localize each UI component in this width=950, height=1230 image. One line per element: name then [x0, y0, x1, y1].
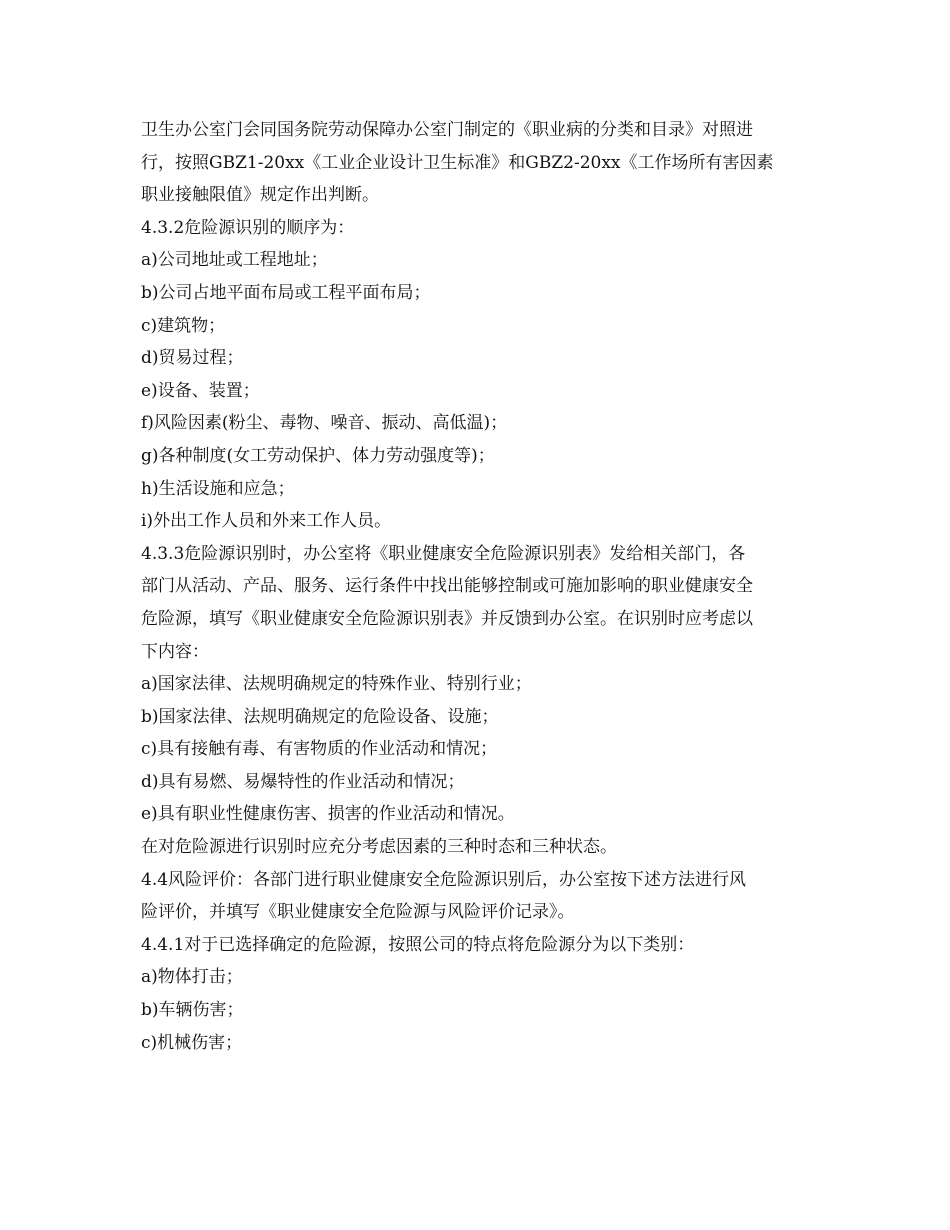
text-line: 下内容： — [141, 641, 209, 662]
list-item: d)贸易过程； — [141, 348, 244, 369]
list-item: d)具有易燃、易爆特性的作业活动和情况； — [141, 771, 465, 792]
text-line-3: 职业接触限值》规定作出判断。 — [141, 185, 379, 206]
list-item: c)具有接触有毒、有害物质的作业活动和情况； — [141, 739, 498, 760]
list-item: f)风险因素(粉尘、毒物、噪音、振动、高低温)； — [141, 413, 508, 434]
text-line-1: 卫生办公室门会同国务院劳动保障办公室门制定的《职业病的分类和目录》对照进 — [141, 120, 753, 140]
list-item: b)国家法律、法规明确规定的危险设备、设施； — [141, 706, 499, 727]
section-heading-4-4: 4.4风险评价：各部门进行职业健康安全危险源识别后，办公室按下述方法进行风 — [141, 869, 747, 890]
list-item: g)各种制度(女工劳动保护、体力劳动强度等)； — [141, 445, 495, 466]
text-line: 危险源，填写《职业健康安全危险源识别表》并反馈到办公室。在识别时应考虑以 — [141, 608, 753, 629]
text-line: 部门从活动、产品、服务、运行条件中找出能够控制或可施加影响的职业健康安全 — [141, 576, 753, 597]
list-item: b)公司占地平面布局或工程平面布局； — [141, 282, 431, 303]
list-item: a)国家法律、法规明确规定的特殊作业、特别行业； — [141, 674, 532, 695]
list-item: c)建筑物； — [141, 315, 226, 336]
list-item: i)外出工作人员和外来工作人员。 — [141, 511, 392, 532]
list-item: b)车辆伤害； — [141, 1000, 244, 1021]
text-line: 险评价，并填写《职业健康安全危险源与风险评价记录》。 — [141, 902, 575, 923]
list-item: e)具有职业性健康伤害、损害的作业活动和情况。 — [141, 804, 515, 825]
section-heading-4-3-2: 4.3.2危险源识别的顺序为： — [141, 217, 355, 238]
text-line: 在对危险源进行识别时应充分考虑因素的三种时态和三种状态。 — [141, 837, 617, 858]
list-item: e)设备、装置； — [141, 380, 260, 401]
list-item: a)公司地址或工程地址； — [141, 250, 328, 271]
text-line-2: 行，按照GBZ1-20xx《工业企业设计卫生标准》和GBZ2-20xx《工作场所有害因素 — [141, 152, 774, 173]
list-item: a)物体打击； — [141, 967, 243, 988]
list-item: h)生活设施和应急； — [141, 478, 295, 499]
list-item: c)机械伤害； — [141, 1032, 243, 1053]
document-body — [141, 114, 813, 1059]
section-heading-4-4-1: 4.4.1对于已选择确定的危险源，按照公司的特点将危险源分为以下类别： — [141, 934, 695, 955]
section-heading-4-3-3: 4.3.3危险源识别时，办公室将《职业健康安全危险源识别表》发给相关部门，各 — [141, 543, 746, 564]
